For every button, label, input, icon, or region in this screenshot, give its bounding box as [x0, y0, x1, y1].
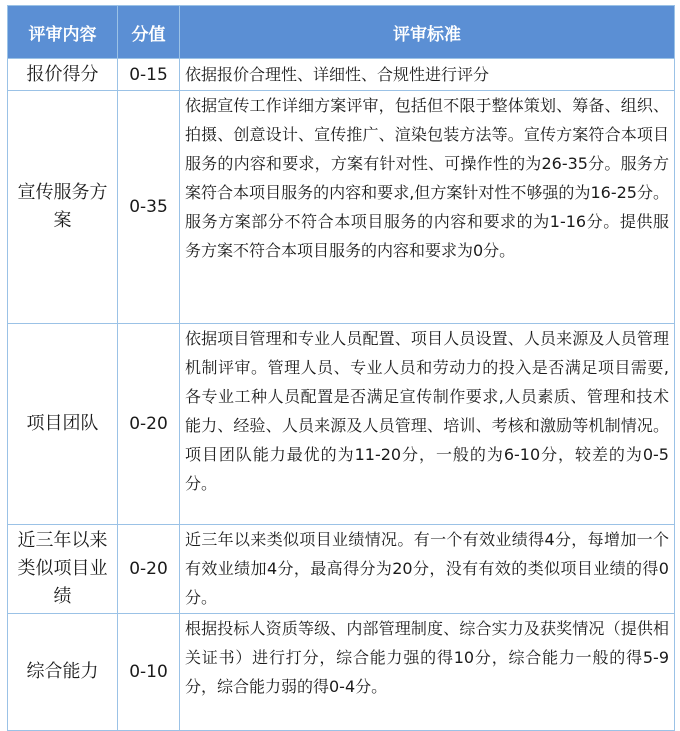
score-cell: 0-20	[118, 525, 180, 614]
item-cell: 近三年以来类似项目业绩	[8, 525, 118, 614]
table-header	[8, 6, 675, 59]
table-body	[8, 59, 675, 731]
score-cell: 0-35	[118, 91, 180, 324]
header-score: 分值	[118, 6, 180, 59]
header-criteria: 评审标准	[180, 6, 675, 59]
table-row	[8, 614, 675, 731]
scoring-criteria-table	[7, 5, 675, 731]
table-row	[8, 91, 675, 324]
table-row	[8, 324, 675, 525]
item-cell: 报价得分	[8, 59, 118, 91]
criteria-cell: 根据投标人资质等级、内部管理制度、综合实力及获奖情况（提供相关证书）进行打分，综合能力强的得10分，综合能力一般的得5-9分，综合能力弱的得0-4分。	[180, 614, 675, 731]
table-row	[8, 525, 675, 614]
scoring-criteria-table-wrapper	[7, 5, 675, 731]
header-row	[8, 6, 675, 59]
criteria-cell: 近三年以来类似项目业绩情况。有一个有效业绩得4分，每增加一个有效业绩加4分，最高得分为20分，没有有效的类似项目业绩的得0分。	[180, 525, 675, 614]
header-item: 评审内容	[8, 6, 118, 59]
score-cell: 0-15	[118, 59, 180, 91]
criteria-cell: 依据报价合理性、详细性、合规性进行评分	[180, 59, 675, 91]
criteria-cell: 依据宣传工作详细方案评审，包括但不限于整体策划、筹备、组织、拍摄、创意设计、宣传推广、渲染包装方法等。宣传方案符合本项目服务的内容和要求，方案有针对性、可操作性的为26-35分。服务方案符合本项目服务的内容和要求,但方案针对性不够强的为16-25分。服务方案部分不符合本项目服务的内容和要求的为1-16分。提供服务方案不符合本项目服务的内容和要求为0分。	[180, 91, 675, 324]
item-cell: 综合能力	[8, 614, 118, 731]
item-cell: 宣传服务方案	[8, 91, 118, 324]
score-cell: 0-20	[118, 324, 180, 525]
table-row	[8, 59, 675, 91]
score-cell: 0-10	[118, 614, 180, 731]
criteria-cell: 依据项目管理和专业人员配置、项目人员设置、人员来源及人员管理机制评审。管理人员、专业人员和劳动力的投入是否满足项目需要,各专业工种人员配置是否满足宣传制作要求,人员素质、管理和技术能力、经验、人员来源及人员管理、培训、考核和激励等机制情况。项目团队能力最优的为11-20分，一般的为6-10分，较差的为0-5分。	[180, 324, 675, 525]
item-cell: 项目团队	[8, 324, 118, 525]
